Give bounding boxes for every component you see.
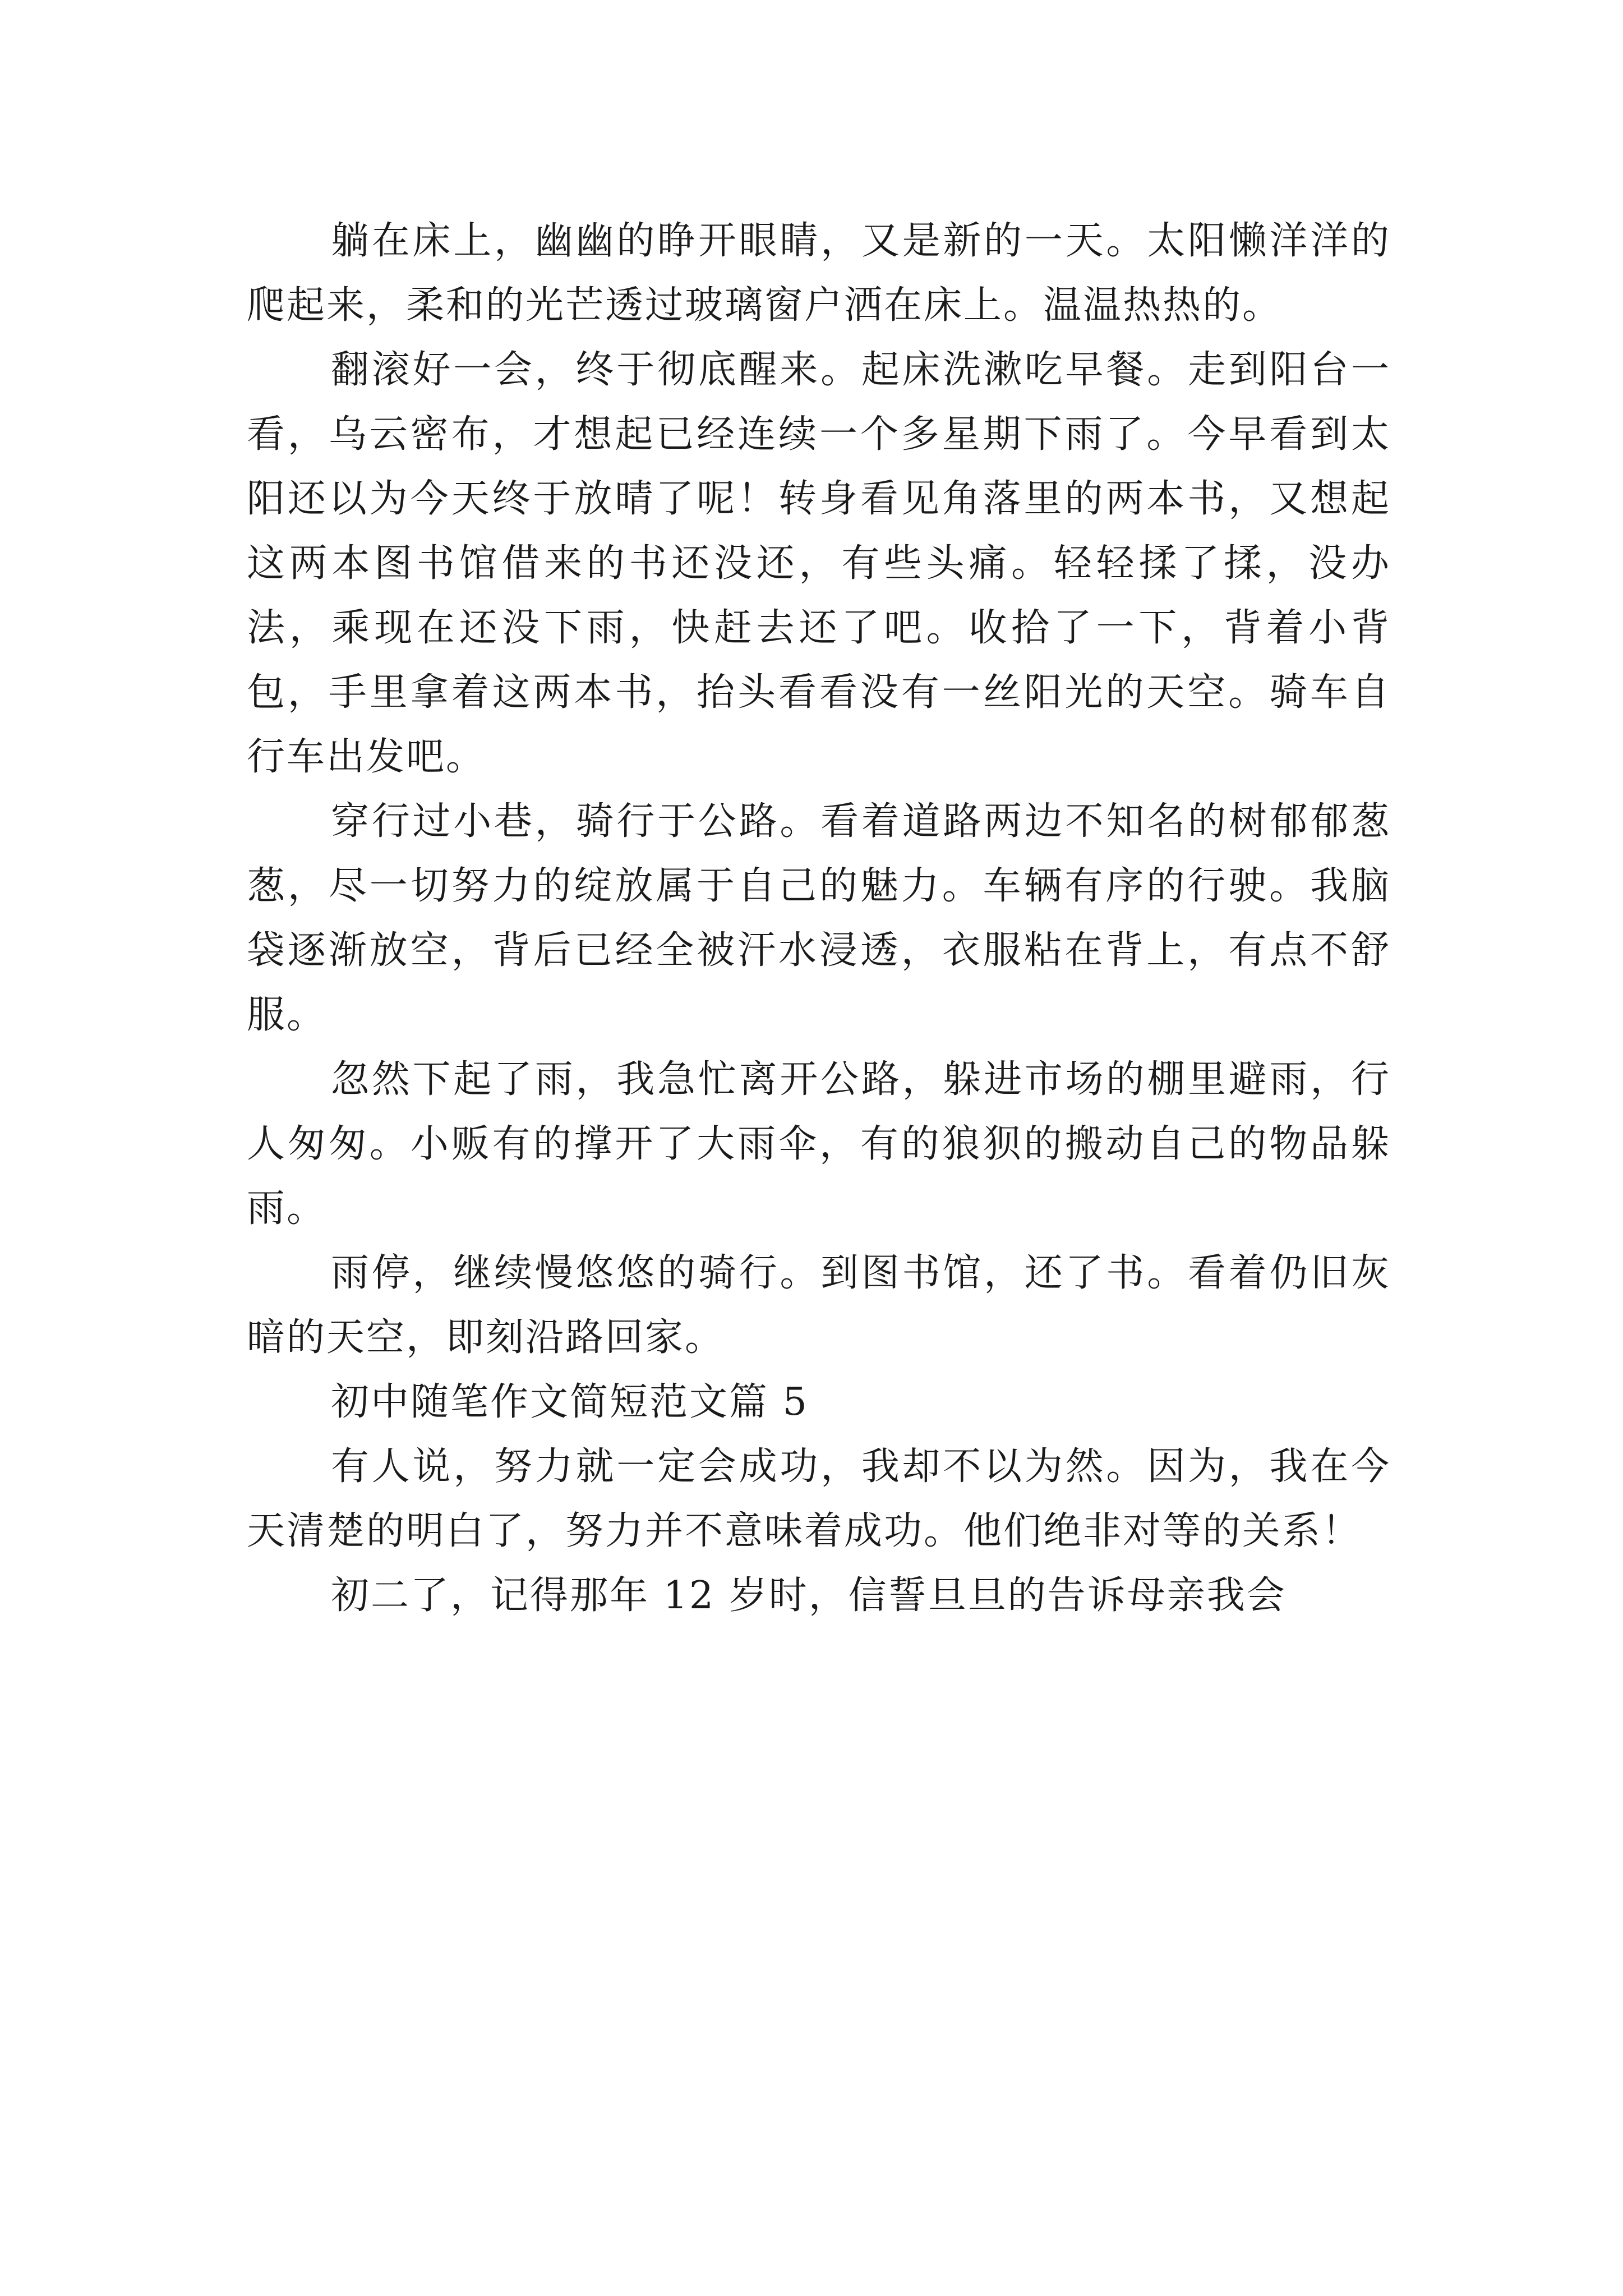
section-heading: 初中随笔作文简短范文篇 5 [331,1380,809,1424]
paragraph: 躺在床上，幽幽的睁开眼睛，又是新的一天。太阳懒洋洋的爬起来，柔和的光芒透过玻璃窗户洒在床上。温温热热的。 [247,219,1391,328]
paragraph: 初二了，记得那年 12 岁时，信誓旦旦的告诉母亲我会 [331,1573,1287,1618]
paragraph: 翻滚好一会，终于彻底醒来。起床洗漱吃早餐。走到阳台一看，乌云密布，才想起已经连续一个多星期下雨了。今早看到太阳还以为今天终于放晴了呢！转身看见角落里的两本书，又想起这两本图书馆借来的书还没还，有些头痛。轻轻揉了揉，没办法，乘现在还没下雨，快赶去还了吧。收拾了一下，背着小背包，手里拿着这两本书，抬头看看没有一丝阳光的天空。骑车自行车出发吧。 [247,348,1391,779]
paragraph: 穿行过小巷，骑行于公路。看着道路两边不知名的树郁郁葱葱，尽一切努力的绽放属于自己的魅力。车辆有序的行驶。我脑袋逐渐放空，背后已经全被汗水浸透，衣服粘在背上，有点不舒服。 [247,799,1391,1037]
paragraph: 雨停，继续慢悠悠的骑行。到图书馆，还了书。看着仍旧灰暗的天空，即刻沿路回家。 [247,1251,1391,1360]
paragraph: 忽然下起了雨，我急忙离开公路，躲进市场的棚里避雨，行人匆匆。小贩有的撑开了大雨伞，有的狼狈的搬动自己的物品躲雨。 [247,1057,1391,1231]
paragraph: 有人说，努力就一定会成功，我却不以为然。因为，我在今天清楚的明白了，努力并不意味着成功。他们绝非对等的关系！ [247,1444,1391,1553]
document-body [247,209,1391,1628]
